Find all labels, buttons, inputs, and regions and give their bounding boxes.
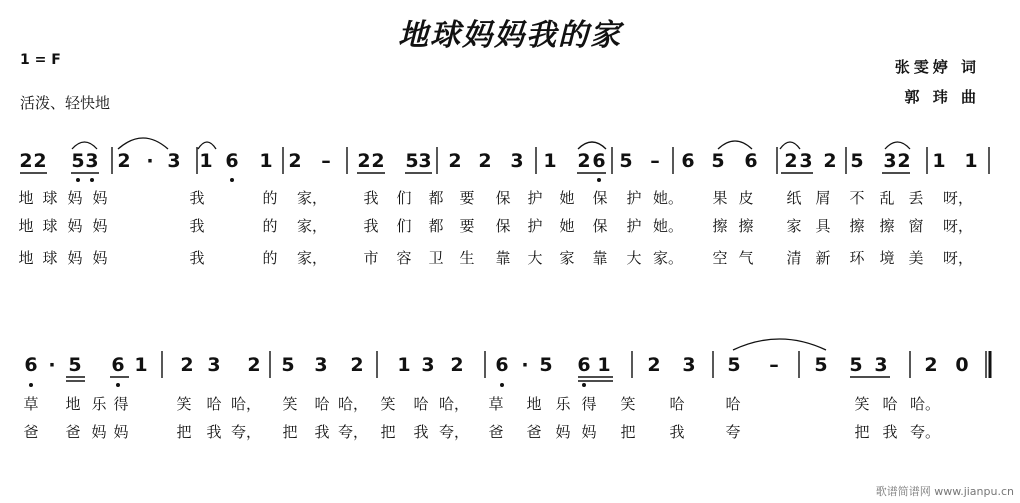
lyric: 球 <box>42 249 58 267</box>
lyric: 妈 <box>581 423 597 441</box>
lyric: 卫 <box>428 249 444 267</box>
lyric: 果 <box>712 189 728 207</box>
lyric: 呀， <box>942 249 974 267</box>
lyric: 地 <box>18 249 34 267</box>
note: 5 <box>850 150 864 172</box>
lyric: 妈 <box>67 217 83 235</box>
note: – <box>321 150 331 172</box>
lyric: 清 <box>786 249 802 267</box>
lyric: 护 <box>626 217 642 235</box>
note: 5 <box>849 354 863 376</box>
note: 6 <box>744 150 758 172</box>
note: 1 <box>932 150 946 172</box>
note: 2 <box>117 150 131 172</box>
note: 1 <box>597 354 611 376</box>
note: 3 <box>682 354 696 376</box>
tempo-marking: 活泼、轻快地 <box>20 94 111 112</box>
note: – <box>769 354 779 376</box>
note: 5 <box>727 354 741 376</box>
lyricist-credit: 张雯婷 词 <box>894 58 980 76</box>
lyric: 丢 <box>908 189 924 207</box>
lyric: 把 <box>282 423 298 441</box>
lyric: 擦 <box>712 217 728 235</box>
lyric: 哈 <box>725 395 741 413</box>
lyric: 妈 <box>92 217 108 235</box>
lyric: 把 <box>380 423 396 441</box>
note: 2 <box>478 150 492 172</box>
lyric: 擦 <box>849 217 865 235</box>
lyric: 地 <box>526 395 542 413</box>
lyric: 保 <box>592 189 608 207</box>
lyric: 我 <box>206 423 222 441</box>
watermark: 歌谱简谱网 www.jianpu.cn <box>875 485 1014 498</box>
lyric: 屑 <box>815 189 831 207</box>
lyric: 夸， <box>230 423 262 441</box>
slur <box>718 141 752 149</box>
note: 2 <box>288 150 302 172</box>
key-signature: 1 = F <box>20 52 61 68</box>
note: 2 <box>647 354 661 376</box>
lyric: 夸。 <box>909 423 941 441</box>
note: 2 <box>450 354 464 376</box>
note: 2 <box>897 150 911 172</box>
lyric: 具 <box>815 217 831 235</box>
note: 1 <box>543 150 557 172</box>
lyric: 市 <box>363 249 379 267</box>
lyric: 我 <box>189 249 205 267</box>
lyric: 笑 <box>854 395 870 413</box>
slur <box>578 142 606 149</box>
lyric: 我 <box>189 189 205 207</box>
note: 5 <box>711 150 725 172</box>
note: 6 <box>24 354 38 376</box>
lyric: 妈 <box>113 423 129 441</box>
lyric: 她。 <box>652 189 684 207</box>
lyric: 地 <box>18 189 34 207</box>
note: 3 <box>874 354 888 376</box>
lyric: 哈， <box>438 395 470 413</box>
lyric: 窗 <box>908 217 924 235</box>
note: 2 <box>357 150 371 172</box>
note: 1 <box>964 150 978 172</box>
octave-dot <box>90 178 94 182</box>
lyric: 新 <box>815 249 831 267</box>
note: · <box>48 354 56 376</box>
lyric: 容 <box>396 249 412 267</box>
lyric: 把 <box>620 423 636 441</box>
lyric: 把 <box>176 423 192 441</box>
lyric: 妈 <box>92 249 108 267</box>
lyric: 球 <box>42 189 58 207</box>
note: 5 <box>619 150 633 172</box>
lyric: 家， <box>296 189 328 207</box>
note: 0 <box>955 354 969 376</box>
note: 2 <box>350 354 364 376</box>
lyric: 妈 <box>555 423 571 441</box>
lyric: 大 <box>527 249 543 267</box>
lyric: 她。 <box>652 217 684 235</box>
lyric: 大 <box>626 249 642 267</box>
song-title: 地球妈妈我的家 <box>398 18 622 53</box>
lyric: 哈。 <box>909 395 941 413</box>
lyric: 生 <box>459 249 475 267</box>
lyric: 的 <box>262 217 278 235</box>
lyric: 都 <box>428 189 444 207</box>
slur <box>885 142 910 149</box>
lyric: 靠 <box>592 249 608 267</box>
lyric: 家， <box>296 217 328 235</box>
lyric: 笑 <box>620 395 636 413</box>
lyric: 家 <box>786 217 802 235</box>
lyric: 都 <box>428 217 444 235</box>
lyric: 气 <box>738 249 754 267</box>
octave-dot <box>29 383 33 387</box>
lyric: 夸， <box>438 423 470 441</box>
slur <box>780 142 800 149</box>
composer-credit: 郭 玮 曲 <box>904 88 980 106</box>
lyric: 们 <box>396 217 412 235</box>
octave-dot <box>230 178 234 182</box>
lyric: 妈 <box>91 423 107 441</box>
note: 1 <box>134 354 148 376</box>
lyric: 她 <box>559 189 575 207</box>
lyric: 爸 <box>23 423 39 441</box>
lyric: 哈， <box>337 395 369 413</box>
lyric: 妈 <box>92 189 108 207</box>
lyric: 纸 <box>786 189 802 207</box>
note: 3 <box>167 150 181 172</box>
lyric: 笑 <box>282 395 298 413</box>
note: 2 <box>784 150 798 172</box>
lyric: 把 <box>854 423 870 441</box>
lyric: 环 <box>849 249 865 267</box>
slur <box>72 142 97 149</box>
lyric: 护 <box>626 189 642 207</box>
lyric: 我 <box>413 423 429 441</box>
lyric: 我 <box>882 423 898 441</box>
lyric: 靠 <box>495 249 511 267</box>
octave-dot <box>76 178 80 182</box>
lyric: 哈 <box>206 395 222 413</box>
lyric: 护 <box>527 217 543 235</box>
lyric: 我 <box>669 423 685 441</box>
note: · <box>521 354 529 376</box>
note: 3 <box>314 354 328 376</box>
lyric: 家。 <box>652 249 684 267</box>
note: 2 <box>33 150 47 172</box>
note: 6 <box>681 150 695 172</box>
lyric: 空 <box>712 249 728 267</box>
lyric: 护 <box>527 189 543 207</box>
lyric: 我 <box>189 217 205 235</box>
lyric: 草 <box>488 395 504 413</box>
lyric: 擦 <box>879 217 895 235</box>
note: 5 <box>539 354 553 376</box>
note: 6 <box>577 354 591 376</box>
lyric: 的 <box>262 189 278 207</box>
lyric: 哈， <box>230 395 262 413</box>
lyric: 乐 <box>555 395 571 413</box>
lyric: 家 <box>559 249 575 267</box>
note: 2 <box>924 354 938 376</box>
note: 2 <box>247 354 261 376</box>
lyric: 笑 <box>380 395 396 413</box>
tie <box>733 339 826 350</box>
lyric: 乱 <box>879 189 895 207</box>
octave-dot <box>582 383 586 387</box>
lyric: 她 <box>559 217 575 235</box>
lyric: 夸 <box>725 423 741 441</box>
note: 1 <box>397 354 411 376</box>
lyric: 境 <box>879 249 895 267</box>
note: 5 <box>71 150 85 172</box>
note: – <box>650 150 660 172</box>
note: 6 <box>111 354 125 376</box>
lyric: 的 <box>262 249 278 267</box>
lyric: 草 <box>23 395 39 413</box>
note: 3 <box>883 150 897 172</box>
octave-dot <box>597 178 601 182</box>
lyric: 擦 <box>738 217 754 235</box>
note: 5 <box>68 354 82 376</box>
lyric: 球 <box>42 217 58 235</box>
lyric: 笑 <box>176 395 192 413</box>
note: 6 <box>225 150 239 172</box>
note: 2 <box>180 354 194 376</box>
lyric: 保 <box>495 189 511 207</box>
lyric: 哈 <box>669 395 685 413</box>
note: 5 <box>814 354 828 376</box>
lyric: 保 <box>495 217 511 235</box>
note: 1 <box>259 150 273 172</box>
note: 2 <box>371 150 385 172</box>
note: 5 <box>281 354 295 376</box>
lyric: 我 <box>314 423 330 441</box>
lyric: 哈 <box>413 395 429 413</box>
lyric: 要 <box>459 189 475 207</box>
lyric: 哈 <box>882 395 898 413</box>
lyric: 乐 <box>91 395 107 413</box>
lyric: 地 <box>18 217 34 235</box>
lyric: 家， <box>296 249 328 267</box>
lyric: 们 <box>396 189 412 207</box>
note: 2 <box>577 150 591 172</box>
lyric: 皮 <box>738 189 754 207</box>
note: 2 <box>823 150 837 172</box>
note: 3 <box>421 354 435 376</box>
lyric: 哈 <box>314 395 330 413</box>
lyric: 我 <box>363 189 379 207</box>
lyric: 爸 <box>488 423 504 441</box>
note: 6 <box>495 354 509 376</box>
lyric: 要 <box>459 217 475 235</box>
note: 6 <box>592 150 606 172</box>
lyric: 爸 <box>65 423 81 441</box>
note: 5 <box>405 150 419 172</box>
octave-dot <box>116 383 120 387</box>
lyric: 夸， <box>337 423 369 441</box>
lyric: 得 <box>581 395 597 413</box>
lyric: 我 <box>363 217 379 235</box>
lyric: 美 <box>908 249 924 267</box>
lyric: 呀， <box>942 189 974 207</box>
lyric: 呀， <box>942 217 974 235</box>
lyric: 得 <box>113 395 129 413</box>
note: 3 <box>85 150 99 172</box>
lyric: 地 <box>65 395 81 413</box>
note: 3 <box>418 150 432 172</box>
note: 3 <box>510 150 524 172</box>
note: 2 <box>448 150 462 172</box>
note: 1 <box>199 150 213 172</box>
lyric: 爸 <box>526 423 542 441</box>
lyric: 妈 <box>67 249 83 267</box>
note: · <box>146 150 154 172</box>
note: 2 <box>19 150 33 172</box>
lyric: 保 <box>592 217 608 235</box>
note: 3 <box>799 150 813 172</box>
note: 3 <box>207 354 221 376</box>
slur <box>118 138 168 149</box>
slur <box>198 142 216 149</box>
lyric: 不 <box>849 189 865 207</box>
octave-dot <box>500 383 504 387</box>
lyric: 妈 <box>67 189 83 207</box>
